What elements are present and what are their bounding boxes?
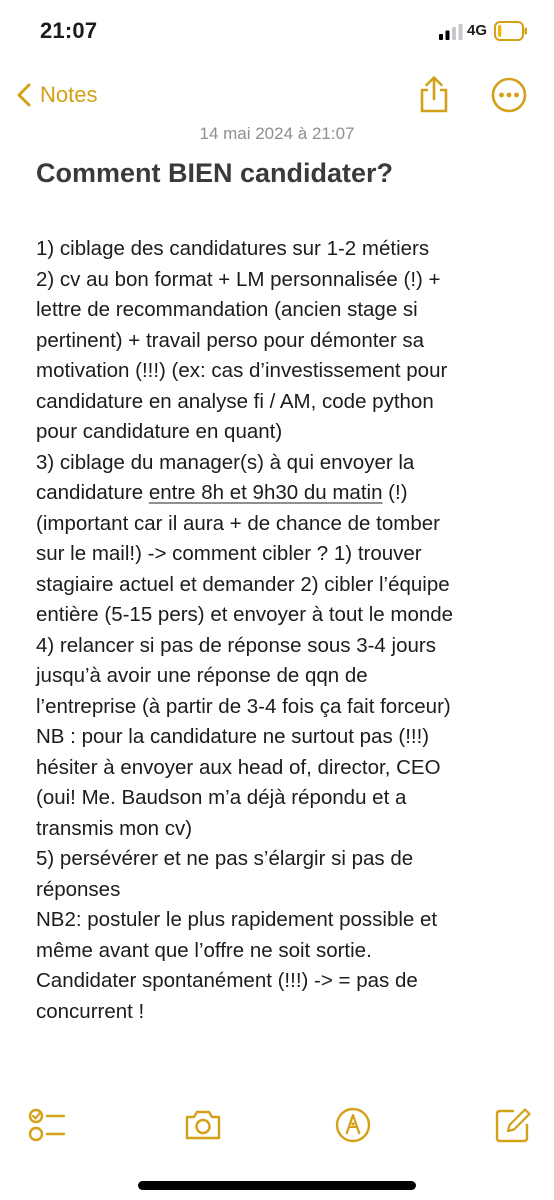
note-title[interactable]: Comment BIEN candidater? (36, 158, 394, 188)
note-text: (!) (382, 481, 408, 504)
note-line: transmis mon cv) (36, 816, 193, 840)
ellipsis-circle-icon[interactable] (490, 76, 528, 114)
chevron-left-icon (14, 82, 36, 108)
note-line: lettre de recommandation (ancien stage si (36, 298, 418, 321)
note-line: réponses (36, 877, 121, 901)
note-line: 1) ciblage des candidatures sur 1-2 métiers (36, 237, 430, 260)
note-line: l’entreprise (à partir de 3-4 fois ça fait forceur) (36, 694, 451, 718)
note-line: sur le mail!) -> comment cibler ? 1) trouver (36, 542, 422, 565)
note-line: 5) persévérer et ne pas s’élargir si pas de (36, 847, 414, 870)
note-date: 14 mai 2024 à 21:07 (199, 124, 355, 143)
note-line: NB2: postuler le plus rapidement possible et (36, 908, 438, 931)
camera-icon[interactable] (182, 1104, 224, 1146)
status-time: 21:07 (40, 18, 98, 43)
note-line: jusqu’à avoir une réponse de qqn de (36, 664, 368, 687)
status-bar (0, 0, 554, 66)
back-label: Notes (40, 82, 98, 107)
note-line (36, 478, 532, 509)
note-line: même avant que l’offre ne soit sortie. (36, 938, 372, 962)
note-line: entière (5-15 pers) et envoyer à tout le monde (36, 603, 454, 626)
note-line: NB : pour la candidature ne surtout pas (!!!) (36, 725, 430, 748)
back-button[interactable] (14, 78, 97, 112)
note-text: candidature (36, 481, 149, 504)
network-type: 4G (467, 22, 488, 39)
note-line: 2) cv au bon format + LM personnalisée (!) + (36, 267, 441, 291)
navigation-bar (0, 66, 554, 124)
note-line: 3) ciblage du manager(s) à qui envoyer la (36, 450, 415, 474)
signal-bars-icon (439, 24, 463, 40)
note-line: (important car il aura + de chance de tomber (36, 511, 440, 535)
bottom-toolbar (0, 1098, 554, 1152)
battery-low-icon (494, 21, 528, 41)
note-line: candidature en analyse fi / AM, code python (36, 389, 434, 413)
checklist-icon[interactable] (26, 1104, 68, 1146)
note-line: concurrent ! (36, 999, 145, 1023)
note-line: (oui! Me. Baudson m’a déjà répondu et a (36, 786, 407, 809)
note-line: Candidater spontanément (!!!) -> = pas de (36, 969, 418, 992)
note-line: hésiter à envoyer aux head of, director, CEO (36, 755, 441, 779)
note-line: pour candidature en quant) (36, 420, 283, 443)
share-icon[interactable] (417, 74, 451, 114)
underlined-time-range: entre 8h et 9h30 du matin (148, 481, 383, 504)
note-line: 4) relancer si pas de réponse sous 3-4 jours (36, 633, 436, 657)
note-line: stagiaire actuel et demander 2) cibler l’équipe (36, 572, 450, 596)
note-body[interactable] (36, 234, 532, 1027)
markup-pen-icon[interactable] (332, 1104, 374, 1146)
note-line: pertinent) + travail perso pour démonter sa (36, 328, 424, 352)
home-indicator (138, 1181, 416, 1190)
compose-icon[interactable] (492, 1104, 534, 1146)
note-line: motivation (!!!) (ex: cas d’investissement pour (36, 359, 448, 382)
